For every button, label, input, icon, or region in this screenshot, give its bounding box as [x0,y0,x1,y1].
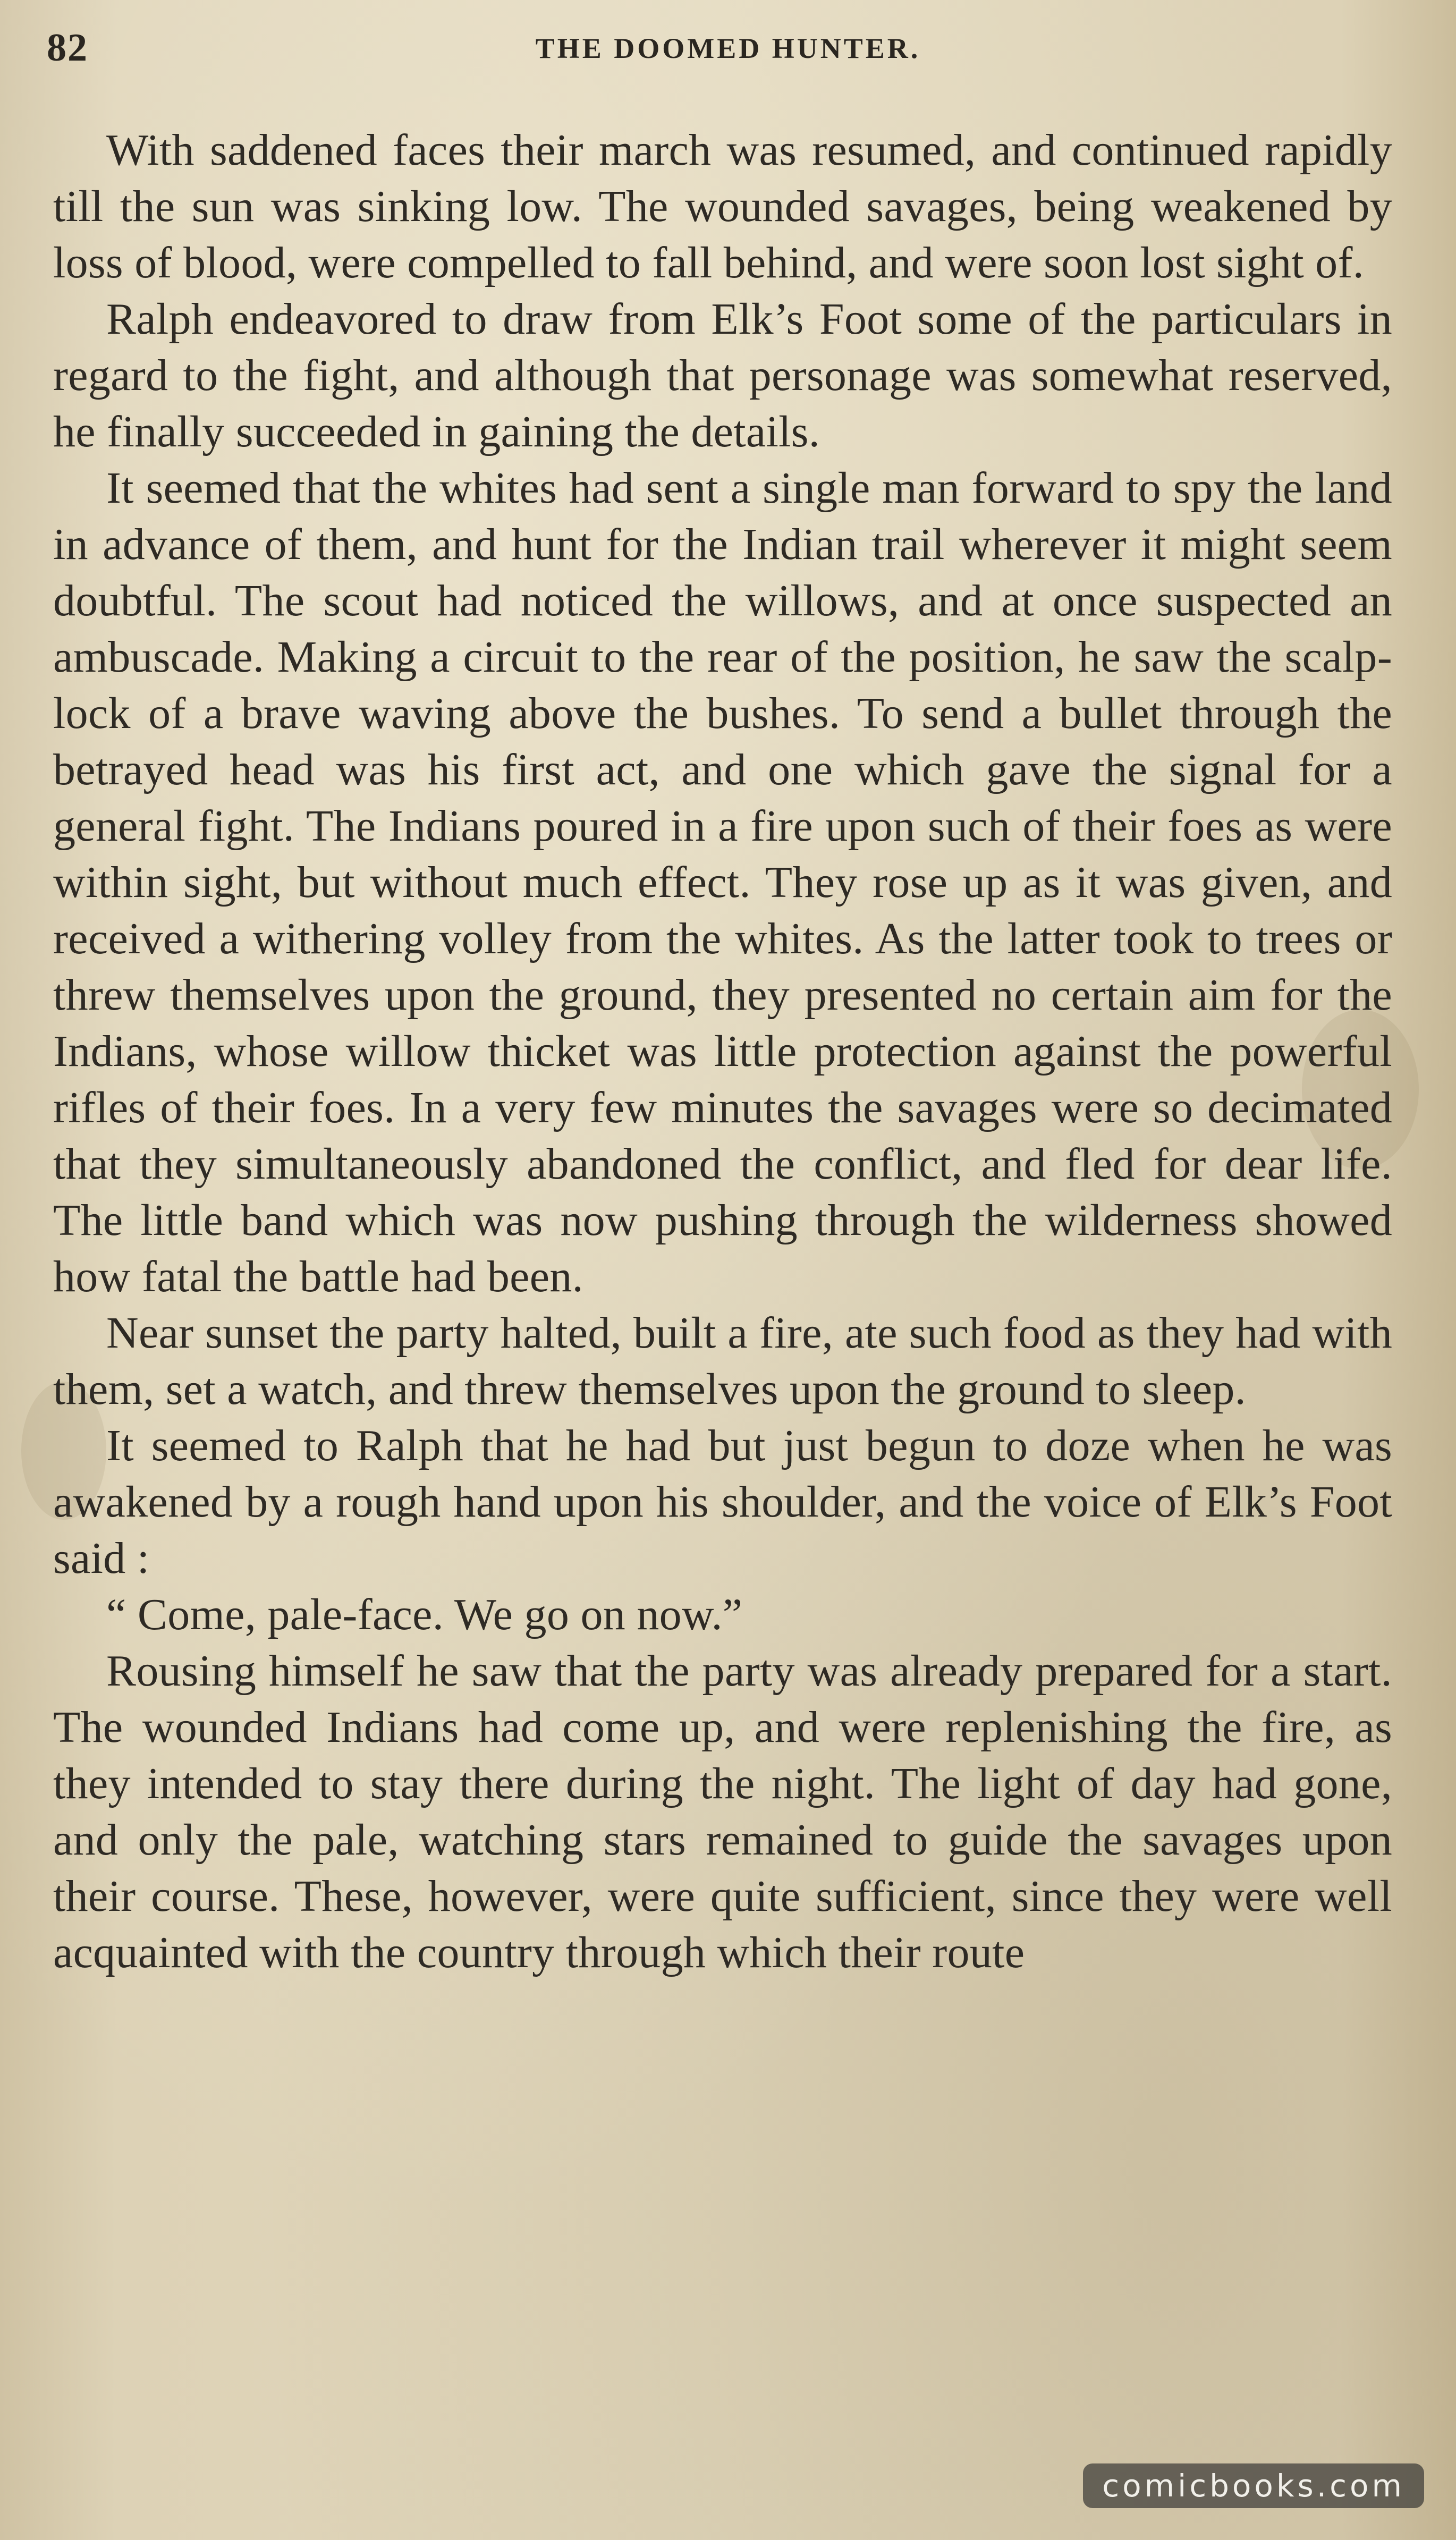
paragraph: “ Come, pale-face. We go on now.” [106,1590,743,1639]
watermark: comicbooks.com [1083,2463,1424,2508]
paragraph: With saddened faces their march was resumed, and continued rapidly till the sun was sinking low. The wounded savages, being weakened by loss of blood, were compelled to fall behind, and were soon lost sight of. [53,125,1392,287]
paragraph: It seemed that the whites had sent a single man forward to spy the land in advance of them, and hunt for the Indian trail wherever it might seem doubtful. The scout had noticed the willows, and at once suspected an ambuscade. Making a circuit to the rear of the position, he saw the scalp-lock of a brave waving above the bushes. To send a bullet through the betrayed head was his first act, and one which gave the signal for a general fight. The Indians poured in a fire upon such of their foes as were within sight, but without much effect. They rose up as it was given, and received a withering volley from the whites. As the latter took to trees or threw themselves upon the ground, they presented no certain aim for the Indians, whose willow thicket was little protection against the powerful rifles of their foes. In a very few minutes the savages were so decimated that they simultaneously abandoned the conflict, and fled for dear life. The little band which was now pushing through the wilderness showed how fatal the battle had been. [53,463,1392,1301]
body-text [53,122,1392,1981]
page-number: 82 [47,26,88,70]
paragraph: Ralph endeavored to draw from Elk’s Foot some of the particulars in regard to the fight, and although that personage was somewhat reserved, he finally succeeded in gaining the details. [53,294,1392,456]
paragraph: Near sunset the party halted, built a fire, ate such food as they had with them, set a watch, and threw themselves upon the ground to sleep. [53,1308,1392,1414]
page-header [0,26,1456,73]
paragraph: It seemed to Ralph that he had but just begun to doze when he was awakened by a rough hand upon his shoulder, and the voice of Elk’s Foot said : [53,1421,1392,1583]
paragraph: Rousing himself he saw that the party was already prepared for a start. The wounded Indians had come up, and were replenishing the fire, as they intended to stay there during the night. The light of day had gone, and only the pale, watching stars remained to guide the savages upon their course. These, however, were quite sufficient, since they were well acquainted with the country through which their route [53,1646,1392,1977]
running-head: THE DOOMED HUNTER. [535,32,921,64]
